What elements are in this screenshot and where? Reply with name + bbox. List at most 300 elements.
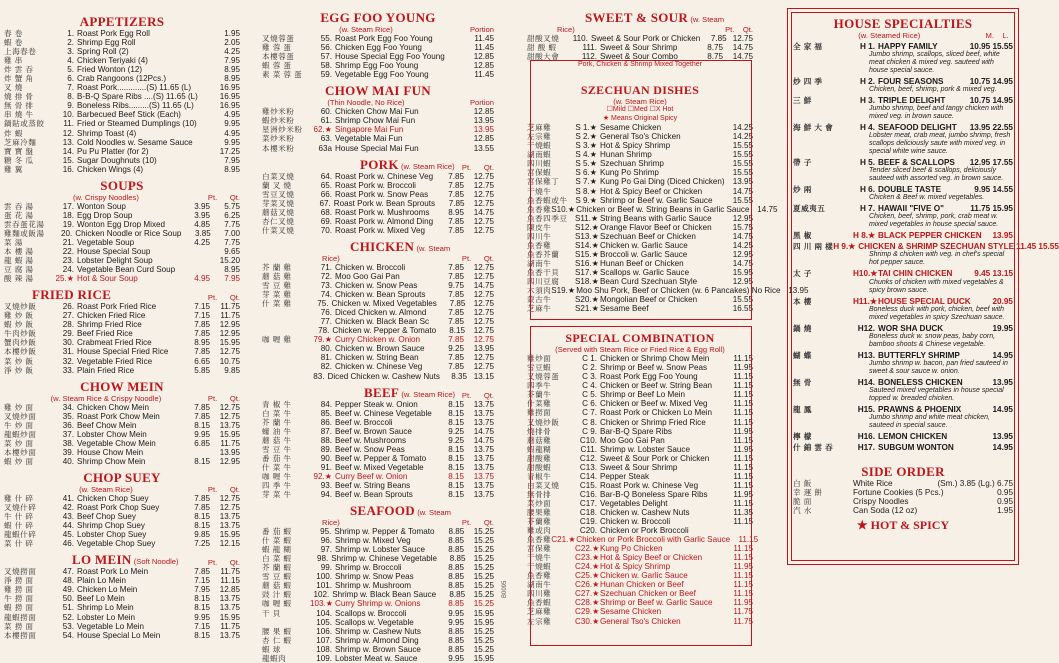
item-price: 11.45 [474,70,494,80]
item-chinese-name: 什菜雞 [527,399,552,409]
item-quart-price: 8.95 [224,265,240,275]
item-description: Chunks of chicken with mixed vegetables & spicy brown sauce. [869,278,1004,294]
item-name: Bean Curd Szechuan Style [600,276,698,286]
soups-header [4,193,240,202]
menu-item-row [262,627,494,636]
item-price: 13.95 22.55 [969,123,1013,133]
item-name: House Special Fried Rice [77,347,169,357]
item-chinese-name: 雞 翼 [4,164,23,174]
item-price: 14.75 [732,231,753,241]
item-quart-price: 7.75 [224,237,240,247]
item-number: 12. [62,128,74,138]
item-number: 80. [320,344,332,354]
item-pint-price: 9.95 [448,653,464,663]
item-price: 13.95 [732,177,753,187]
item-number: 90. [320,453,332,463]
item-chinese-name: 叉燒蓉蛋 [527,372,560,382]
item-quart-price: 13.75 [473,453,494,463]
item-price: 10.75 14.95 [969,77,1013,87]
item-quart-price: 12.95 [219,329,240,339]
item-number: 23. [62,256,74,266]
item-number: S17.★ [575,267,599,277]
item-pint-price: 8.15 [448,490,464,500]
item-name: Shrimp or Beef w. Garlic Sauce [600,598,713,608]
chop-suey-title: CHOP SUEY [83,469,161,485]
item-number: 35. [62,411,74,421]
chow-mein-pt-label: Pt. [207,393,218,403]
item-number: 77. [320,317,332,327]
item-quart-price: 15.25 [473,563,494,573]
menu-item-row [262,226,494,235]
item-quart-price: 11.15 [220,576,240,586]
item-chinese-name: 蝦 撈 面 [4,603,34,613]
menu-item-row [4,165,240,174]
menu-item-row [4,83,240,92]
item-chinese-name: 汽 水 [793,505,812,515]
item-quart-price: 13.75 [219,594,240,604]
item-price: 15.55 [732,159,753,169]
item-quart-price: 15.25 [473,635,494,645]
lo-mein-subtitle: (Soft Noodle) [133,557,179,567]
item-number: 41. [62,494,74,504]
item-chinese-name: 蝦 龍 糊 [262,545,292,555]
menu-item-row [4,603,240,612]
item-pint-price: 7.85 [194,347,210,357]
soups-subtitle: (w. Crispy Noodles) [73,192,139,202]
item-chinese-name: 菜 炒 面 [4,438,34,448]
menu-item-row [262,272,494,281]
item-name: Moo Goo Gai Pan [600,435,665,445]
item-number: 93. [320,480,332,490]
item-chinese-name: 本樓炒飯 [4,347,37,357]
item-number: C23.★ [575,553,600,563]
sweet-sour-title: SWEET & SOUR [585,10,689,25]
item-number: 33. [62,365,74,375]
item-chinese-name: 蝦 什 碎 [4,521,34,531]
item-quart-price: 13.75 [473,471,494,481]
item-name: Sweet & Sour Pork or Chicken [600,453,710,463]
item-name: Plain Fried Rice [77,365,135,375]
item-price: 15.55 [732,150,753,160]
item-number: S19.★ [551,286,576,296]
fried-rice-header [4,287,240,302]
item-number: 50. [62,594,74,604]
item-number: 11. [63,119,74,129]
side-order-row [793,479,1013,488]
item-number: S 3.★ [575,141,597,151]
item-number: 15. [62,155,74,165]
item-name: Vegetable Soup [77,237,135,247]
menu-item-row [793,242,1059,252]
item-number: 3. [67,47,74,57]
menu-item-row [262,190,494,199]
item-name: Shrimp Chow Mai Fun [335,116,416,126]
item-number: S 9.★ [575,195,597,205]
item-name: Vegetable Chow Mein [77,438,156,448]
item-name: Sesame Chicken [600,123,662,133]
item-name: Wonton Egg Drop Mixed [77,219,166,229]
item-quart-price: 5.75 [224,201,240,211]
item-number: C25.★ [575,571,600,581]
item-pint-price: 8.85 [448,536,464,546]
item-number: 22. [62,247,74,257]
item-quart-price: 12.75 [473,299,495,309]
item-quart-price: 12.75 [732,34,754,44]
item-name: Vegetables Delight [600,498,668,508]
item-number: C10. [579,435,597,445]
item-price: 12.95 [732,213,753,223]
side-order-row [793,497,1013,506]
menu-item-row [262,545,494,554]
item-price: 13.95 [992,231,1013,241]
item-quart-price: 15.25 [473,644,494,654]
item-name: Vegetable Bean Curd Soup [77,265,176,275]
item-chinese-name: 炸 蝦 [4,128,23,138]
item-description: Boneless duck w. snow peas, baby corn, bamboo shoots & Chinese vegetable. [869,332,996,348]
item-pint-price: 8.15 [448,462,464,472]
item-price: 9.95 [224,119,240,129]
item-number: 8. [67,92,74,102]
item-pint-price: 8.15 [448,444,464,454]
item-name: Roast Pork w. Bean Sprouts [333,198,435,208]
item-number: 103.★ [310,599,334,609]
menu-item-row [262,34,494,43]
item-chinese-name: 雪 豆 牛 [262,444,292,454]
item-chinese-name: 青 椒 牛 [262,399,292,409]
item-quart-price: 14.75 [473,426,494,436]
menu-item-row [262,134,494,143]
item-number: 64. [320,171,332,181]
chicken-pt-label: Pt. [461,253,472,263]
item-number: 63. [320,134,332,144]
menu-item-row [4,412,240,421]
item-pint-price: 8.15 [194,521,210,531]
item-name: Shrimp Egg Roll [77,38,136,48]
item-number: 65. [320,180,332,190]
item-chinese-name: 宮保雞 [527,544,552,554]
item-chinese-name: 白 飯 [793,478,812,488]
item-name: Szechuan Chicken or Beef [600,589,696,599]
item-number: 25.★ [55,274,74,284]
item-pint-price: 7.85 [448,271,464,281]
item-number: S10.★ [551,204,576,214]
item-chinese-name: 雞 蓉 蛋 [262,43,292,53]
item-name: Hot & Sour Soup [77,274,138,284]
item-price: 11.15 [733,435,753,445]
item-chinese-name: 蝦炒米粉 [262,116,295,126]
item-price: 14.75 [732,258,753,268]
item-chinese-name: 魚香干貝 [527,267,560,277]
item-name: Shrimp w. Almond Ding [335,635,419,645]
item-chinese-name: 蝴 蝶 [793,350,812,360]
item-price: 11.15 [733,553,753,563]
item-number: 83. [313,371,325,381]
item-chinese-name: 甜酸大會 [527,52,560,62]
item-number: 55. [320,34,332,44]
item-chinese-name: 魚香雞 [527,240,552,250]
item-chinese-name: 干燒牛 [527,553,552,563]
menu-item-row [4,92,240,101]
item-chinese-name: 淨 炒 飯 [4,365,34,375]
side-order-title: SIDE ORDER [861,463,945,479]
menu-item-row [4,631,240,640]
item-name: String Beans with Garlic Sauce [600,213,712,223]
item-pint-price: 7.85 [448,308,464,318]
item-chinese-name: 豆 腐 湯 [4,265,34,275]
item-pint-price: 9.95 [448,617,464,627]
item-number: C13. [579,462,597,472]
chow-mai-fun-portion-label: Portion [469,98,494,108]
item-name: Shrimp w. Mushroom [335,581,412,591]
item-number: 16. [62,164,74,174]
item-number: 18. [62,210,74,220]
menu-item-row [4,47,240,56]
item-pint-price: 7.15 [194,311,210,321]
menu-item-row [262,490,494,499]
item-number: 45. [62,530,74,540]
menu-item-row [4,494,240,503]
item-price: 11.15 [733,517,753,527]
item-name: Chicken w. Brown Sauce [335,344,425,354]
item-chinese-name: 幸 運 餅 [793,487,823,497]
item-chinese-name: 菜 什 碎 [4,539,34,549]
item-price: 11.15 [733,417,753,427]
item-chinese-name: 三 鮮 [793,96,812,106]
item-quart-price: 12.15 [219,539,240,549]
item-name: Shrimp w. Mixed Veg [335,536,411,546]
item-name: Kung Po Shrimp [600,168,659,178]
item-number: 100. [316,572,332,582]
item-pint-price: 4.95 [194,274,210,284]
item-quart-price: 15.25 [473,554,494,564]
item-number: C27.★ [575,589,600,599]
menu-item-row [262,61,494,70]
item-description: Jumbo shrimp and white meat chicken, sauteed in special sauce. [869,413,990,429]
chicken-list [262,263,494,381]
item-chinese-name: 蘑 菇 雞 [262,271,292,281]
seafood-title: SEAFOOD [350,503,415,519]
menu-item-row [4,622,240,631]
item-quart-price: 13.75 [219,420,240,430]
item-chinese-name: 牛 什 碎 [4,512,34,522]
item-quart-price: 9.65 [224,247,240,257]
item-name: Bar-B-Q Spare Ribs [600,426,672,436]
item-number: 20. [60,228,73,238]
item-chinese-name: 龍蝦撈面 [4,612,37,622]
item-price: 11.45 15.55 [1016,242,1059,252]
item-price: 11.15 [733,354,753,364]
item-chinese-name: 本 樓 [793,296,812,306]
item-name: Beef Chop Suey [77,512,136,522]
item-price: 7.95 [224,56,240,66]
item-number: 86. [320,417,332,427]
item-name: Curry Beef w. Onion [335,471,408,481]
egg-foo-young-title: EGG FOO YOUNG [320,10,436,25]
pork-pt-label: Pt. [461,162,472,172]
item-price: 14.75 [757,204,778,214]
item-number: 97. [320,545,332,555]
item-chinese-name: 本樓蓉蛋 [262,52,295,62]
item-chinese-name: 菜 湯 [4,237,23,247]
menu-item-row [262,217,494,226]
item-quart-price: 13.75 [473,444,494,454]
menu-item-row [4,320,240,329]
item-quart-price: 13.75 [219,630,240,640]
item-quart-price: 6.25 [224,210,240,220]
item-number: 58. [320,61,332,71]
menu-item-row [4,512,240,521]
item-number: 112. [581,52,597,62]
item-pint-price: 8.85 [449,590,466,600]
house-specialties-header [793,31,1013,40]
beef-pt-label: Pt. [461,390,472,400]
item-number: 71. [320,262,332,272]
item-number: 68. [320,207,332,217]
item-description: Shrimp & chicken with veg. in chef's special hot pepper sauce. [869,251,1005,267]
item-chinese-name: 魚香雞 [527,535,552,545]
menu-item-row [4,576,240,585]
item-chinese-name: 黑 椒 [793,231,812,241]
chicken-qt-label: Qt. [483,253,494,263]
item-price: 15.55 [732,295,753,305]
item-number: 57. [320,52,332,62]
item-chinese-name: 牛 炒 面 [4,420,34,430]
egg-foo-young-header [262,25,494,34]
item-name: Fried Wonton (12) [77,65,143,75]
item-name: Chicken or Shrimp Chow Mein [600,354,710,364]
item-price: 1.95 [997,505,1013,515]
item-name: Chicken w. Garlic Sauce [600,240,688,250]
seafood-subtitle: (w. Steam Rice) [322,508,451,528]
item-chinese-name: 芝麻雞 [527,123,552,133]
item-name: Pepper Steak [600,471,650,481]
menu-item-row [262,536,494,545]
item-name: Shrimp Fried Rice [77,320,142,330]
item-chinese-name: 四 川 兩 樣 [793,242,834,252]
item-number: S11.★ [575,213,599,223]
item-name: Vegetable Chop Suey [77,539,156,549]
menu-item-row [527,43,753,52]
item-pint-price: 7.85 [448,290,464,300]
egg-foo-young-list [262,34,494,79]
menu-item-row [4,530,240,539]
menu-item-row [793,269,1013,278]
item-chinese-name: 雞 炒 面 [4,402,34,412]
menu-item-row [262,172,494,181]
item-price: 8.95 [224,74,240,84]
item-price: 11.95 [733,426,753,436]
item-price: 11.95 [733,562,753,572]
menu-item-row [262,281,494,290]
item-price: 16.95 [219,92,240,102]
item-name: Sweet & Sour Shrimp [600,462,678,472]
item-price: 14.75 [732,186,753,196]
item-name: Roast Pork Chop Suey [77,503,160,513]
item-chinese-name: 牛 撈 面 [4,594,34,604]
item-pint-price: 7.25 [194,539,210,549]
item-chinese-name: 上海春卷 [4,47,37,57]
item-pint-price: 9.25 [448,426,464,436]
item-pint-price: 7.85 [448,335,464,345]
chicken-title: CHICKEN [350,238,415,254]
item-quart-price: 12.95 [219,320,240,330]
item-chinese-name: 雞炒面 [527,354,552,364]
item-quart-price: 12.75 [473,290,494,300]
item-name: House Special Soup [77,247,151,257]
item-chinese-name: 蝦 球 [262,644,281,654]
menu-item-row [793,405,1013,414]
menu-item-row [4,430,240,439]
menu-item-row [4,220,240,229]
menu-item-row [793,123,1013,132]
item-pint-price: 8.85 [448,644,464,654]
item-price: 11.95 [733,489,753,499]
item-name: Roast Pork w. Mushrooms [335,207,430,217]
item-name: Orange Flavor Beef or Chicken [600,222,712,232]
item-name: Curry Shrimp w. Onions [335,599,421,609]
menu-item-row [4,247,240,256]
item-price: 13.55 [473,143,494,153]
item-number: 104. [316,608,332,618]
item-price: 9.95 14.55 [974,185,1013,195]
item-number: 53. [62,621,74,631]
chicken-header [262,239,494,263]
item-chinese-name: 咖 喱 雞 [262,335,292,345]
item-pint-price: 8.15 [194,512,210,522]
item-price: 13.95 [992,431,1013,441]
item-chinese-name: 芥蘭雞 [527,517,552,527]
item-chinese-name: 蝦 蓉 蛋 [262,61,292,71]
item-name: DOUBLE TASTE [878,185,942,195]
item-chinese-name: 海 鮮 大 會 [793,123,834,133]
item-chinese-name: 宮保雞丁 [527,177,560,187]
item-pint-price: 8.15 [194,594,210,604]
item-chinese-name: 龍蝦肉 [262,653,287,663]
item-price: 12.85 [473,134,494,144]
menu-item-row [4,457,240,466]
item-name: Chicken w. String Bean [335,353,419,363]
item-price: 11.45 [474,34,494,44]
item-price: 7.95 [224,155,240,165]
item-price: 12.95 [732,249,753,259]
item-name: Fortune Cookies (5 Pcs.) [853,487,944,497]
item-chinese-name: 四季牛 [527,381,552,391]
item-name: Chicken w. Bean Sprouts [335,290,426,300]
item-chinese-name: 雪豆蝦 [527,363,552,373]
seafood-qt-label: Qt. [483,518,494,528]
item-price: 0.95 [997,496,1013,506]
item-name: Shrimp or Beef Lo Mein [600,390,686,400]
item-chinese-name: 芥 蘭 蝦 [262,563,292,573]
item-price: 11.75 [733,616,753,626]
lo-mein-qt-label: Qt. [229,558,240,568]
item-number: 43. [62,512,74,522]
menu-item-row [4,129,240,138]
item-name: BONELESS CHICKEN [878,377,963,387]
item-chinese-name: 燒排骨 [527,426,552,436]
item-pint-price: 7.85 [194,567,210,577]
item-pint-price: 8.15 [449,326,466,336]
item-pint-price: 8.95 [194,338,210,348]
item-price: 4.95 [224,110,240,120]
special-combination-frame [530,326,752,646]
item-chinese-name: 龍蝦炒面 [4,429,37,439]
item-quart-price: 12.75 [473,271,494,281]
item-price: 12.85 [473,61,494,71]
item-number: C 4. [582,381,597,391]
item-quart-price: 13.75 [473,408,494,418]
item-name: Shrimp Lo Mein [77,603,134,613]
